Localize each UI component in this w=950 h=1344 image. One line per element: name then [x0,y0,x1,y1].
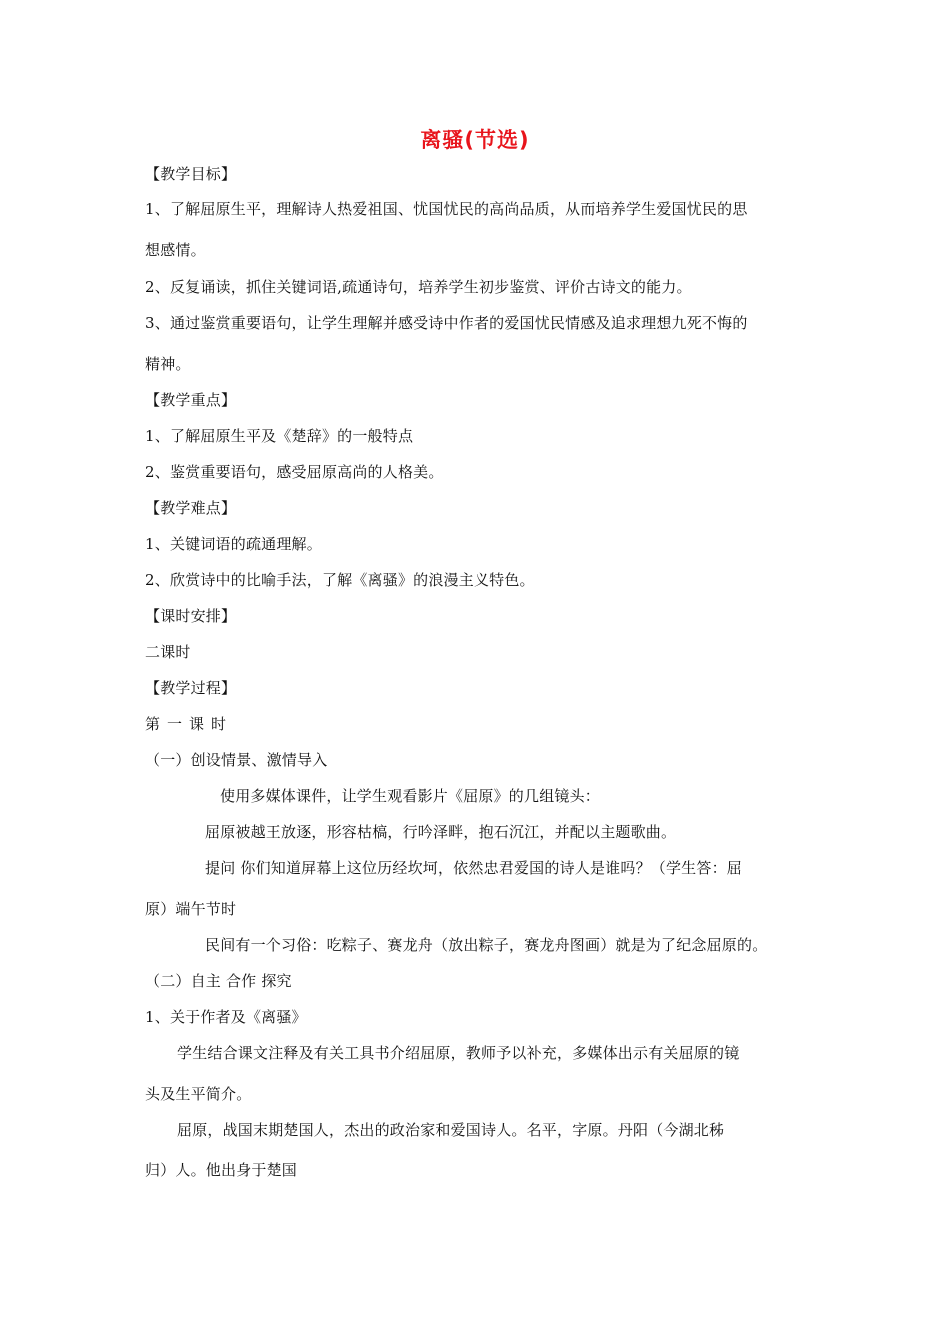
paragraph-line: 2、鉴赏重要语句，感受屈原高尚的人格美。 [145,463,444,481]
paragraph-line: 民间有一个习俗：吃粽子、赛龙舟（放出粽子，赛龙舟图画）就是为了纪念屈原的。 [205,936,768,954]
paragraph-line: 学生结合课文注释及有关工具书介绍屈原，教师予以补充，多媒体出示有关屈原的镜 [177,1044,740,1062]
paragraph-line: 1、关于作者及《离骚》 [145,1008,307,1026]
paragraph-line: 归）人。他出身于楚国 [145,1161,298,1179]
section-heading-key-points: 【教学重点】 [145,391,237,409]
paragraph-line: 3、通过鉴赏重要语句，让学生理解并感受诗中作者的爱国忧民情感及追求理想九死不悔的 [145,314,748,332]
paragraph-line: 2、欣赏诗中的比喻手法，了解《离骚》的浪漫主义特色。 [145,571,535,589]
paragraph-line: 使用多媒体课件，让学生观看影片《屈原》的几组镜头： [220,787,601,805]
paragraph-line: 提问 你们知道屏幕上这位历经坎坷，依然忠君爱国的诗人是谁吗？（学生答：屈 [205,859,742,877]
paragraph-line: 1、了解屈原生平，理解诗人热爱祖国、忧国忧民的高尚品质，从而培养学生爱国忧民的思 [145,200,748,218]
paragraph-line: 屈原被越王放逐，形容枯槁，行吟泽畔，抱石沉江，并配以主题歌曲。 [205,823,677,841]
paragraph-line: 二课时 [145,643,191,661]
section-heading-schedule: 【课时安排】 [145,607,237,625]
section-heading-difficulties: 【教学难点】 [145,499,237,517]
paragraph-line: 1、了解屈原生平及《楚辞》的一般特点 [145,427,414,445]
paragraph-line: 2、反复诵读，抓住关键词语,疏通诗句，培养学生初步鉴赏、评价古诗文的能力。 [145,278,692,296]
paragraph-line: 1、关键词语的疏通理解。 [145,535,322,553]
section-heading-objectives: 【教学目标】 [145,165,237,183]
section-heading-process: 【教学过程】 [145,679,237,697]
paragraph-line: 头及生平简介。 [145,1085,252,1103]
paragraph-line: 屈原，战国末期楚国人，杰出的政治家和爱国诗人。名平，字原。丹阳（今湖北秭 [177,1121,725,1139]
document-title: 离骚(节选) [420,128,530,152]
paragraph-line: 想感情。 [145,241,206,259]
subsection-heading: （一）创设情景、激情导入 [145,751,328,769]
subsection-heading: （二）自主 合作 探究 [145,972,292,990]
paragraph-line: 精神。 [145,355,191,373]
paragraph-line: 原）端午节时 [145,900,237,918]
lesson-heading: 第一课时 [145,715,234,733]
